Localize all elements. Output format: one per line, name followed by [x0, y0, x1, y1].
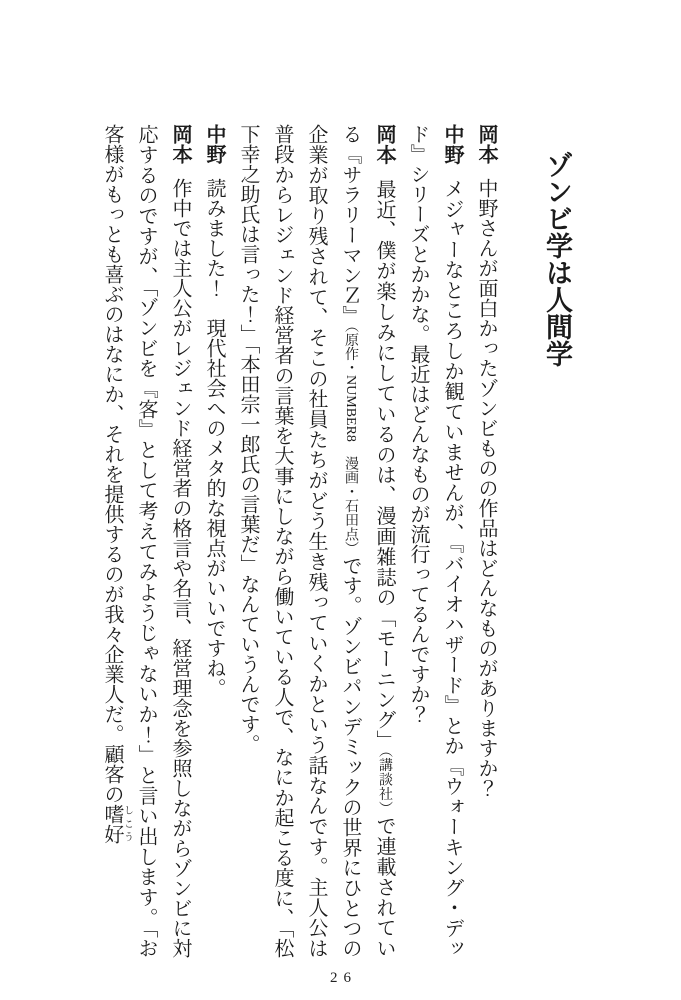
page-number: 26 [330, 970, 357, 986]
dialog-text: です。ゾンビパンデミックの世界にひとつの企業が取り残されて、そこの社員たちがどう生き残っていくかという話なんです。主人公は普段からレジェンド経営者の言葉を大事にしながら働いている人で、なにか起こる度に、「松下幸之助氏は言った！」「本田宗一郎氏の言葉だ」なんていうんです。 [237, 124, 361, 959]
dialog-text: 読みました！ 現代社会へのメタ的な視点がいいですね。 [203, 178, 225, 698]
dialog-text: で連載されている『サラリーマンＺ』 [339, 124, 395, 959]
dialog-turn-5 [95, 124, 197, 958]
speaker-name: 岡本 [169, 124, 191, 164]
ruby-furigana: しこう [121, 804, 133, 844]
vertical-text-block [95, 124, 575, 958]
speaker-name: 岡本 [373, 124, 395, 165]
speaker-name: 中野 [441, 124, 463, 165]
ruby-annotation [101, 804, 133, 844]
dialog-turn-2 [401, 124, 469, 958]
dialog-turn-1 [469, 124, 503, 958]
dialog-text: メジャーなところしか観ていませんが、『バイオハザード』とか『ウォーキング・デッド』シリーズとかかな。最近はどんなものが流行ってるんですか？ [407, 124, 463, 958]
dialog-text: 作中では主人公がレジェンド経営者の格言や名言、経営理念を参照しながらゾンビに対応するのですが、「ゾンビを『客』として考えてみようじゃないか！」と言い出します。「お客様がもっとも喜ぶのはなにか、それを提供するのが我々企業人だ。顧客の [101, 124, 191, 958]
dialog-text: 最近、僕が楽しみにしているのは、漫画雑誌の「モーニング」 [373, 178, 395, 751]
dialog-text: 中野さんが面白かったゾンビものの作品はどんなものがありますか？ [475, 178, 497, 798]
dialog-turn-4 [197, 124, 231, 958]
dialog-turn-3 [231, 124, 401, 958]
ruby-base: 嗜好 [101, 804, 123, 844]
author-credit-note: （原作・NUMBER8 漫画・石田点） [343, 325, 358, 556]
publisher-note: （講談社） [377, 750, 392, 816]
speaker-name: 中野 [203, 124, 225, 164]
speaker-name: 岡本 [475, 124, 497, 164]
chapter-title: ゾンビ学は人間学 [542, 151, 572, 367]
